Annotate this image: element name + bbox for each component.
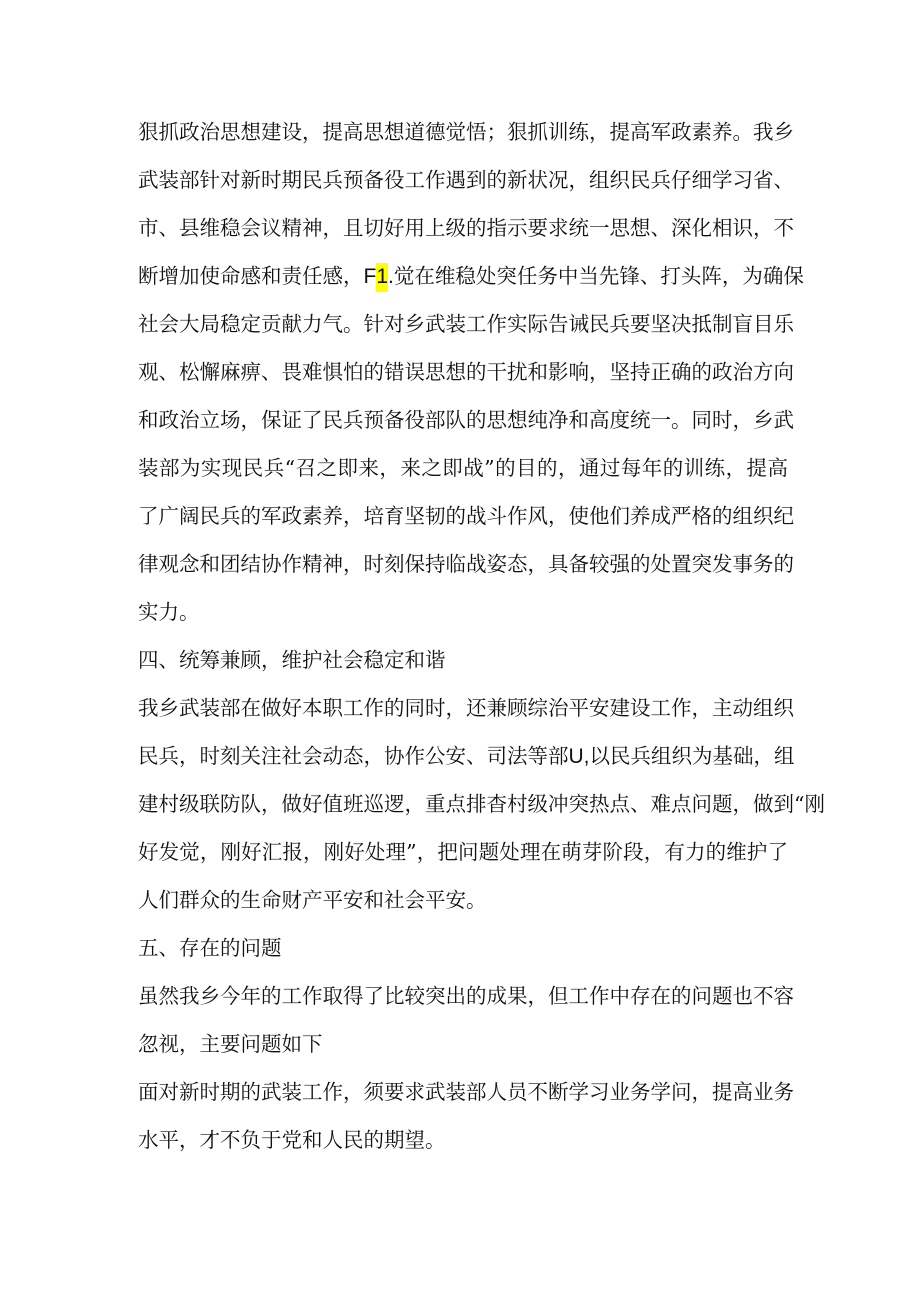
text-line: 和政治立场，保证了民兵预备役部队的思想纯净和高度统一。同时，乡武 [138, 408, 794, 432]
section-heading-5: 五、存在的问题 [138, 936, 282, 960]
text-line: 好发觉，刚好汇报，刚好处理”，把问题处理在萌芽阶段，有力的维护了 [138, 840, 788, 864]
text-line: 观、松懈麻痹、畏难惧怕的错误思想的干扰和影响，坚持正确的政治方向 [138, 360, 794, 384]
text-line: 装部为实现民兵“召之即来，来之即战”的目的，通过每年的训练，提高 [138, 456, 788, 480]
text-segment: 觉在维稳处突任务中当先锋、打头阵，为确保 [393, 264, 804, 288]
text-line [138, 732, 795, 780]
text-line: 建村级联防队，做好值班巡逻，重点排杳村级冲突热点、难点问题，做到“刚 [138, 792, 825, 816]
ocr-artifact: U, [568, 745, 590, 768]
text-segment: 以民兵组织为基础，组 [589, 744, 795, 768]
text-segment: 断增加使命感和责任感， [138, 264, 364, 288]
document-body [138, 108, 825, 1164]
ocr-artifact-prefix: F [363, 265, 377, 288]
text-line [138, 252, 804, 300]
paragraph-social-stability [138, 684, 825, 924]
text-line: 水平，才不负于党和人民的期望。 [138, 1128, 446, 1152]
text-line: 面对新时期的武装工作，须要求武装部人员不断学习业务学问，提高业务 [138, 1080, 794, 1104]
text-line: 武装部针对新时期民兵预备役工作遇到的新状况，组织民兵仔细学习省、 [138, 168, 794, 192]
text-segment: 民兵，时刻关注社会动态，协作公安、司法等部 [138, 744, 569, 768]
ocr-artifact [364, 263, 394, 292]
text-line: 我乡武装部在做好本职工作的同时，还兼顾综治平安建设工作，主动组织 [138, 696, 794, 720]
text-line: 狠抓政治思想建设，提高思想道德觉悟；狠抓训练，提高军政素养。我乡 [138, 120, 794, 144]
text-line: 社会大局稳定贡献力气。针对乡武装工作实际告诫民兵要坚决抵制盲目乐 [138, 312, 794, 336]
highlighted-mark: 1 [376, 263, 388, 292]
text-line: 人们群众的生命财产平安和社会平安。 [138, 888, 487, 912]
section-heading-4: 四、统筹兼顾，维护社会稳定和谐 [138, 648, 446, 672]
paragraph-problems-intro [138, 972, 794, 1068]
text-line: 虽然我乡今年的工作取得了比较突出的成果，但工作中存在的问题也不容 [138, 984, 794, 1008]
text-line: 实力。 [138, 600, 200, 624]
paragraph-problems-detail [138, 1068, 794, 1164]
ocr-artifact-suffix: . [388, 265, 394, 288]
text-line: 了广阔民兵的军政素养，培育坚韧的战斗作风，使他们养成严格的组织纪 [138, 504, 794, 528]
text-line: 忽视，主要问题如下 [138, 1032, 323, 1056]
text-line: 律观念和团结协作精神，时刻保持临战姿态，具备较强的处置突发事务的 [138, 552, 794, 576]
text-line: 市、县维稳会议精神，且切好用上级的指示要求统一思想、深化相识，不 [138, 216, 794, 240]
paragraph-political-building [138, 108, 804, 636]
